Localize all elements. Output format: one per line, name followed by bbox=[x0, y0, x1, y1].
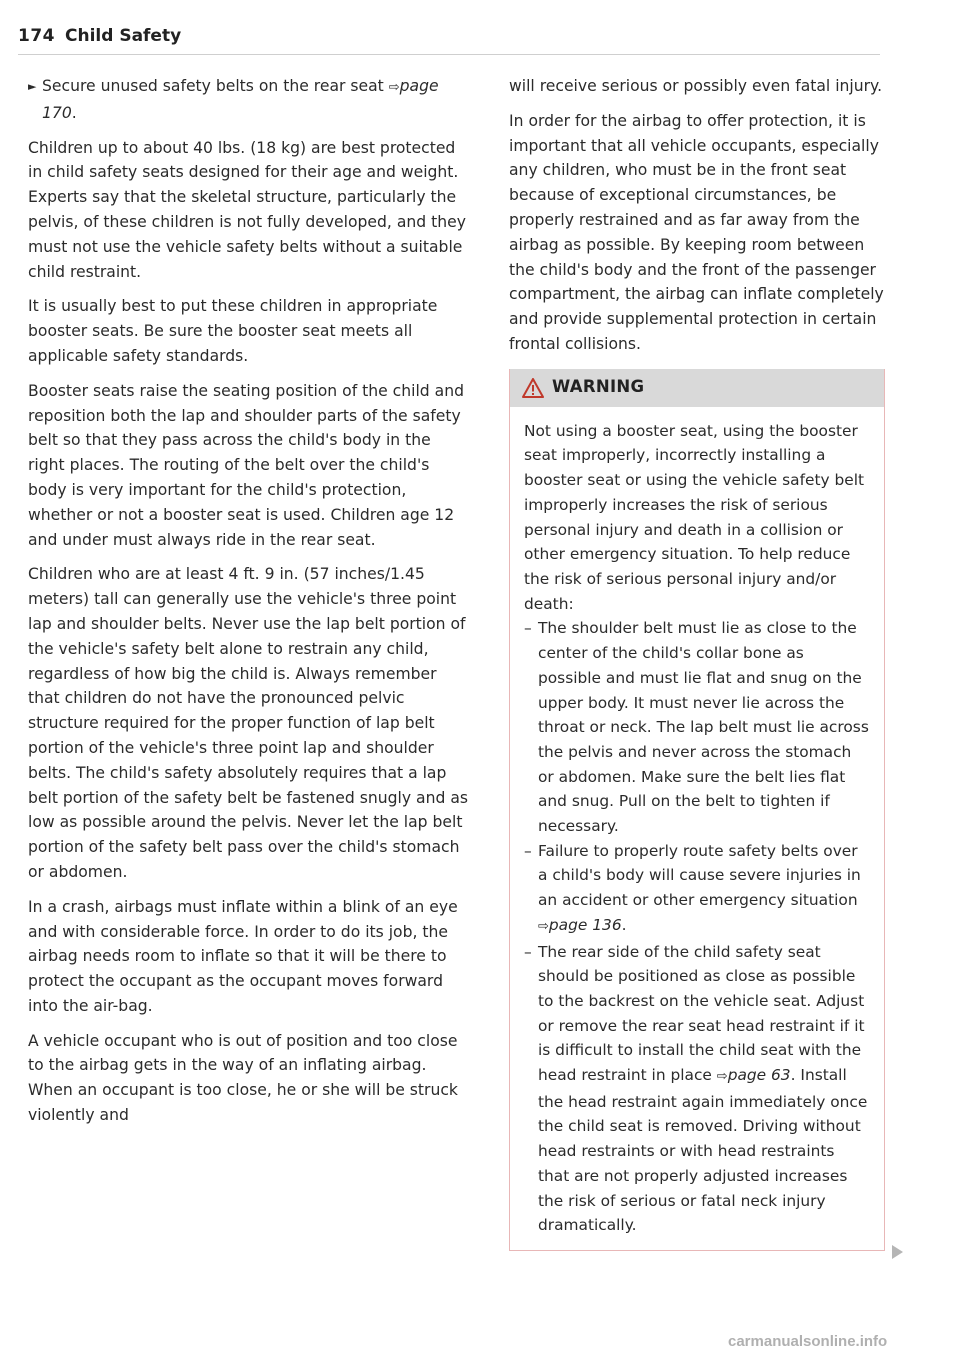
warning-box bbox=[509, 369, 885, 1251]
page-ref-63[interactable] bbox=[717, 1066, 791, 1084]
warning-item-text: The shoulder belt must lie as close to the center of the child's collar bone as possible and must lie flat and snug on the upper body. It must never lie across the throat or neck. The lap belt must lie across the pelvis and never across the stomach or abdomen. Make sure the belt lies flat and snug. Pull on the belt to tighten if necessary. bbox=[538, 619, 869, 836]
page-header bbox=[18, 26, 880, 55]
paragraph: Children who are at least 4 ft. 9 in. (57 inches/1.45 meters) tall can generally use the vehicle's three point lap and shoulder belts. Never use the lap belt portion of the vehicle's safety belt alone to restrain any child, regardless of how big the child is. Always remember that children do not have the pronounced pelvic structure required for the proper function of lap belt portion of the vehicle's three point lap and shoulder belts. The child's safety absolutely requires that a lap belt portion of the safety belt be fastened snugly and as low as possible around the pelvis. Never let the lap belt portion of the safety belt pass over the child's stomach or abdomen. bbox=[28, 565, 469, 881]
page-ref-text: page 170 bbox=[42, 77, 439, 122]
dash-marker: – bbox=[524, 841, 532, 860]
warning-header bbox=[510, 369, 884, 407]
warning-item-text: The rear side of the child safety seat should be positioned as close as possible to the backrest on the vehicle seat. Adjust or remove the rear seat head restraint if it is difficult to install the child seat with the head restraint in place bbox=[538, 942, 865, 1085]
arrow-right-icon: ⇨ bbox=[388, 80, 400, 95]
instruction-bullet bbox=[28, 74, 468, 126]
bullet-text: Secure unused safety belts on the rear seat bbox=[42, 77, 384, 95]
paragraph: A vehicle occupant who is out of position and too close to the airbag gets in the way of an inflating airbag. When an occupant is too close, he or she will be struck violently and bbox=[28, 1031, 458, 1125]
page-number: 174 bbox=[18, 26, 55, 46]
warning-item-text: Failure to properly route safety belts over a child's body will cause severe injuries in an accident or other emergency situation bbox=[538, 841, 861, 910]
arrow-right-icon: ⇨ bbox=[538, 918, 549, 934]
page-ref-text: page 63 bbox=[727, 1066, 791, 1085]
continue-arrow-icon bbox=[892, 1245, 903, 1259]
warning-list-item bbox=[524, 616, 870, 838]
warning-item-text: Install the head restraint again immediately once the child seat is removed. Driving without head restraints or with head restraints that are not properly adjusted increases the risk of serious or fatal neck injury dramatically. bbox=[538, 1066, 868, 1235]
section-title: Child Safety bbox=[65, 26, 182, 46]
paragraph: will receive serious or possibly even fatal injury. bbox=[509, 77, 883, 95]
arrow-right-icon: ⇨ bbox=[716, 1069, 728, 1085]
warning-intro: Not using a booster seat, using the booster seat improperly, incorrectly installing a booster seat or using the vehicle safety belt improperly increases the risk of serious personal injury and death in a collision or other emergency situation. To help reduce the risk of serious personal injury and/or death: bbox=[524, 421, 865, 613]
dash-marker: – bbox=[524, 619, 532, 638]
warning-list-item bbox=[524, 839, 870, 940]
right-column bbox=[509, 74, 885, 1251]
paragraph: Children up to about 40 lbs. (18 kg) are best protected in child safety seats designed for their age and weight. Experts say that the skeletal structure, particularly the pelvis, of these children is not fully developed, and they must not use the vehicle safety belts without a suitable child restraint. bbox=[28, 138, 466, 281]
page-ref-136[interactable] bbox=[538, 916, 622, 934]
warning-body bbox=[510, 407, 884, 1250]
warning-item-content: Failure to properly route safety belts over a child's body will cause severe injuries in an accident or other emergency situation ⇨page 136. bbox=[538, 841, 861, 934]
paragraph: Booster seats raise the seating position of the child and reposition both the lap and shoulder parts of the safety belt so that they pass across the child's body in the right places. The routing of the belt over the child's body is very important for the child's protection, whether or not a booster seat is used. Children age 12 and under must always ride in the rear seat. bbox=[28, 381, 465, 549]
watermark: carmanualsonline.info bbox=[728, 1333, 888, 1350]
warning-list-item bbox=[524, 940, 870, 1238]
paragraph: It is usually best to put these children in appropriate booster seats. Be sure the booster seat meets all applicable safety standards. bbox=[28, 297, 438, 365]
bullet-content: Secure unused safety belts on the rear seat ⇨page 170. bbox=[42, 77, 439, 122]
paragraph: In a crash, airbags must inflate within a blink of an eye and with considerable force. In order to do its job, the airbag needs room to inflate so that it will be there to protect the occupant as the occupant moves forward into the air-bag. bbox=[28, 897, 458, 1015]
warning-item-content: The rear side of the child safety seat should be positioned as close as possible to the backrest on the vehicle seat. Adjust or remove the rear seat head restraint if it is difficult to install the child seat with the head restraint in place ⇨page 63. Install the head restraint again immediately once the child seat is removed. Driving without head restraints or with head restraints that are not properly adjusted increases the risk of serious or fatal neck injury dramatically. bbox=[538, 942, 868, 1235]
page-ref-text: page 136 bbox=[548, 915, 622, 934]
bullet-triangle-icon: ► bbox=[28, 80, 37, 93]
warning-title: WARNING bbox=[552, 377, 645, 397]
paragraph: In order for the airbag to offer protection, it is important that all vehicle occupants, especially any children, who must be in the front seat because of exceptional circumstances, be properly restrained and as far away from the airbag as possible. By keeping room between the child's body and the front of the passenger compartment, the airbag can inflate completely and provide supplemental protection in certain frontal collisions. bbox=[509, 111, 884, 353]
dash-marker: – bbox=[524, 942, 532, 961]
left-column bbox=[28, 74, 468, 1138]
warning-triangle-icon bbox=[522, 378, 544, 398]
